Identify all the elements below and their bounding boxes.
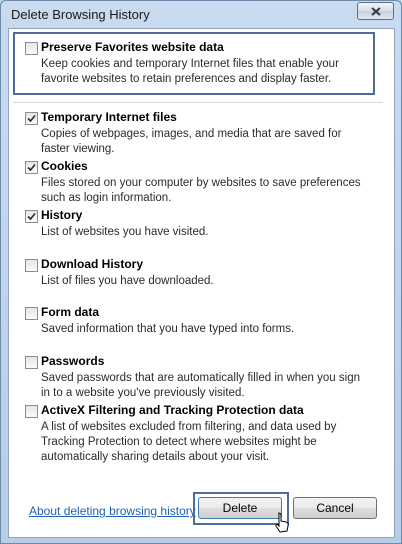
checkbox-cookies[interactable] bbox=[25, 161, 38, 174]
option-description: Keep cookies and temporary Internet files that enable your favorite websites to retain preferences and display faster. bbox=[41, 58, 339, 85]
close-icon bbox=[371, 7, 381, 16]
checkbox-download-history[interactable] bbox=[25, 259, 38, 272]
option-label[interactable]: Download History bbox=[41, 257, 144, 271]
checkbox-form-data[interactable] bbox=[25, 307, 38, 320]
option-description: Files stored on your computer by websites to save preferences such as login information. bbox=[41, 177, 361, 204]
checkbox-activex-tracking-protection[interactable] bbox=[25, 405, 38, 418]
checkmark-icon bbox=[27, 114, 36, 123]
mouse-pointer-icon bbox=[274, 512, 290, 534]
option-description: List of websites you have visited. bbox=[41, 226, 209, 238]
option-label[interactable]: Passwords bbox=[41, 354, 105, 368]
option-description: Saved passwords that are automatically filled in when you sign in to a website you've previously visited. bbox=[41, 372, 360, 399]
checkmark-icon bbox=[27, 163, 36, 172]
about-deleting-history-link[interactable]: About deleting browsing history bbox=[29, 504, 196, 518]
option-label[interactable]: History bbox=[41, 208, 83, 222]
checkbox-history[interactable] bbox=[25, 210, 38, 223]
option-label[interactable]: Temporary Internet files bbox=[41, 110, 177, 124]
option-label[interactable]: Preserve Favorites website data bbox=[41, 40, 224, 54]
window-title: Delete Browsing History bbox=[11, 7, 150, 22]
option-description: Copies of webpages, images, and media that are saved for faster viewing. bbox=[41, 128, 342, 155]
cancel-button[interactable]: Cancel bbox=[293, 497, 377, 519]
checkbox-preserve-favorites[interactable] bbox=[25, 42, 38, 55]
checkbox-passwords[interactable] bbox=[25, 356, 38, 369]
option-description: A list of websites excluded from filtering, and data used by Tracking Protection to detect where websites might be automatically sharing details about your visit. bbox=[41, 421, 337, 463]
section-divider bbox=[13, 102, 383, 103]
option-description: List of files you have downloaded. bbox=[41, 275, 214, 287]
option-label[interactable]: ActiveX Filtering and Tracking Protection data bbox=[41, 403, 304, 417]
title-bar[interactable] bbox=[1, 1, 401, 29]
option-label[interactable]: Form data bbox=[41, 305, 100, 319]
close-button[interactable] bbox=[357, 2, 394, 20]
option-description: Saved information that you have typed into forms. bbox=[41, 323, 295, 335]
delete-button[interactable]: Delete bbox=[198, 497, 282, 519]
dialog-content bbox=[8, 28, 395, 538]
option-label[interactable]: Cookies bbox=[41, 159, 88, 173]
checkmark-icon bbox=[27, 212, 36, 221]
checkbox-temporary-internet-files[interactable] bbox=[25, 112, 38, 125]
